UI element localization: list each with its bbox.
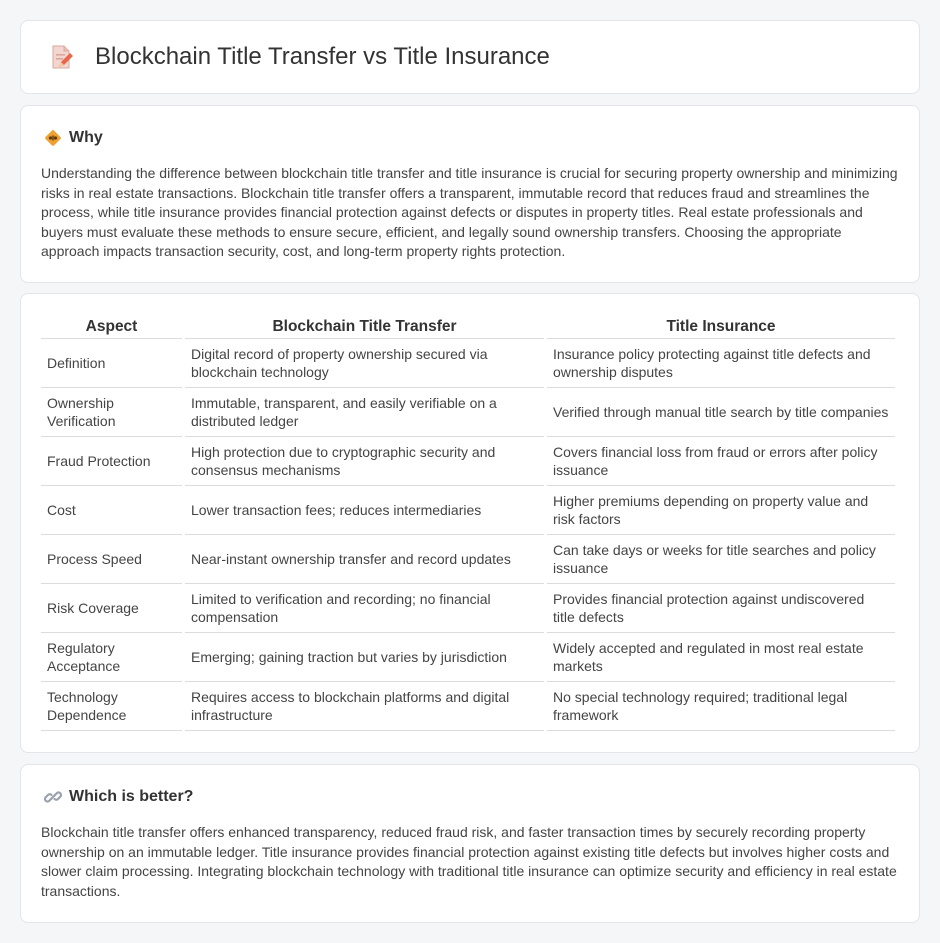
table-row <box>41 584 895 633</box>
why-section <box>20 105 920 283</box>
blockchain-cell: Lower transaction fees; reduces intermediaries <box>185 486 544 535</box>
blockchain-cell: Digital record of property ownership secured via blockchain technology <box>185 339 544 388</box>
which-better-title: Which is better? <box>69 788 194 805</box>
table-row <box>41 486 895 535</box>
insurance-cell: Verified through manual title search by title companies <box>547 388 895 437</box>
aspect-cell: Process Speed <box>41 535 182 584</box>
table-row <box>41 437 895 486</box>
aspect-cell: Technology Dependence <box>41 682 182 731</box>
header-blockchain: Blockchain Title Transfer <box>185 314 544 339</box>
blockchain-cell: Immutable, transparent, and easily verifiable on a distributed ledger <box>185 388 544 437</box>
insurance-cell: Insurance policy protecting against title defects and ownership disputes <box>547 339 895 388</box>
which-better-section <box>20 764 920 923</box>
table-row <box>41 388 895 437</box>
comparison-table <box>38 314 898 731</box>
aspect-cell: Ownership Verification <box>41 388 182 437</box>
document-pencil-icon <box>47 43 75 71</box>
page-title: Blockchain Title Transfer vs Title Insurance <box>95 43 550 70</box>
link-icon <box>43 787 63 807</box>
which-better-text: Blockchain title transfer offers enhanced transparency, reduced fraud risk, and faster transaction times by securely recording property ownership on an immutable ledger. Title insurance provides financial protection against existing title defects but involves higher costs and slower claim processing. Integrating blockchain technology with traditional title insurance can optimize security and efficiency in real estate transactions. <box>41 824 897 899</box>
why-title: Why <box>69 129 103 146</box>
table-row <box>41 682 895 731</box>
blockchain-cell: Requires access to blockchain platforms and digital infrastructure <box>185 682 544 731</box>
insurance-cell: Covers financial loss from fraud or errors after policy issuance <box>547 437 895 486</box>
comparison-card <box>20 293 920 753</box>
blockchain-cell: Limited to verification and recording; no financial compensation <box>185 584 544 633</box>
aspect-cell: Cost <box>41 486 182 535</box>
warning-sign-icon <box>43 128 63 148</box>
blockchain-cell: High protection due to cryptographic security and consensus mechanisms <box>185 437 544 486</box>
header-card <box>20 20 920 94</box>
why-text: Understanding the difference between blockchain title transfer and title insurance is crucial for securing property ownership and minimizing risks in real estate transactions. Blockchain title transfer offers a transparent, immutable record that reduces fraud and streamlines the process, while title insurance provides financial protection against defects or disputes in property titles. Real estate professionals and buyers must evaluate these methods to ensure secure, efficient, and legally sound ownership transfers. Choosing the appropriate approach impacts transaction security, cost, and long-term property rights protection. <box>41 165 898 260</box>
table-row <box>41 633 895 682</box>
insurance-cell: Higher premiums depending on property value and risk factors <box>547 486 895 535</box>
aspect-cell: Fraud Protection <box>41 437 182 486</box>
insurance-cell: No special technology required; traditional legal framework <box>547 682 895 731</box>
aspect-cell: Regulatory Acceptance <box>41 633 182 682</box>
header-aspect: Aspect <box>41 314 182 339</box>
blockchain-cell: Near-instant ownership transfer and record updates <box>185 535 544 584</box>
header-insurance: Title Insurance <box>547 314 895 339</box>
table-row <box>41 339 895 388</box>
aspect-cell: Risk Coverage <box>41 584 182 633</box>
blockchain-cell: Emerging; gaining traction but varies by jurisdiction <box>185 633 544 682</box>
insurance-cell: Widely accepted and regulated in most real estate markets <box>547 633 895 682</box>
table-header-row <box>41 314 895 339</box>
aspect-cell: Definition <box>41 339 182 388</box>
insurance-cell: Provides financial protection against undiscovered title defects <box>547 584 895 633</box>
table-row <box>41 535 895 584</box>
insurance-cell: Can take days or weeks for title searches and policy issuance <box>547 535 895 584</box>
